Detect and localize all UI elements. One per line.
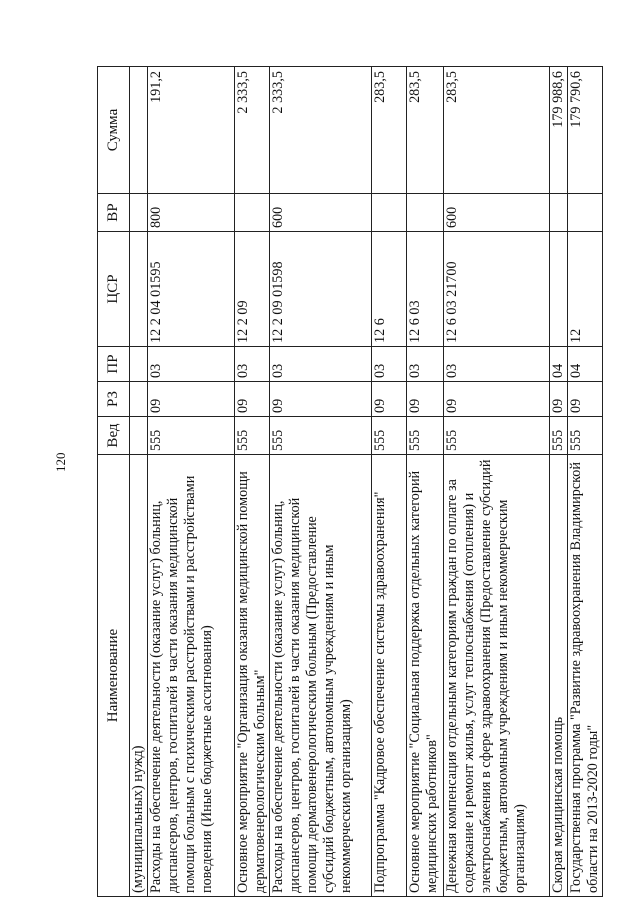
cell-csr bbox=[130, 232, 148, 347]
cell-sum: 191,2 bbox=[148, 67, 235, 194]
cell-vr: 600 bbox=[444, 194, 550, 232]
cell-rz: 09 bbox=[235, 382, 270, 417]
table-row bbox=[550, 67, 568, 897]
cell-csr: 12 2 09 01598 bbox=[270, 232, 372, 347]
cell-vr bbox=[372, 194, 407, 232]
cell-ved: 555 bbox=[270, 417, 372, 455]
cell-rz: 09 bbox=[407, 382, 444, 417]
cell-sum: 2 333,5 bbox=[270, 67, 372, 194]
cell-rz: 09 bbox=[444, 382, 550, 417]
cell-ved bbox=[130, 417, 148, 455]
cell-vr: 600 bbox=[270, 194, 372, 232]
header-sum: Сумма bbox=[98, 67, 130, 194]
header-pr: ПР bbox=[98, 347, 130, 382]
cell-vr bbox=[568, 194, 603, 232]
cell-name: Основное мероприятие "Организация оказания медицинской помощи дерматовенерологическим больным" bbox=[235, 455, 270, 897]
header-ved: Вед bbox=[98, 417, 130, 455]
budget-table bbox=[97, 66, 603, 897]
cell-csr: 12 bbox=[568, 232, 603, 347]
header-csr: ЦСР bbox=[98, 232, 130, 347]
cell-pr: 03 bbox=[407, 347, 444, 382]
cell-rz: 09 bbox=[372, 382, 407, 417]
cell-ved: 555 bbox=[372, 417, 407, 455]
cell-pr: 03 bbox=[444, 347, 550, 382]
cell-sum: 179 790,6 bbox=[568, 67, 603, 194]
cell-name: Основное мероприятие "Социальная поддержка отдельных категорий медицинских работников" bbox=[407, 455, 444, 897]
cell-rz: 09 bbox=[550, 382, 568, 417]
cell-sum bbox=[130, 67, 148, 194]
cell-vr bbox=[407, 194, 444, 232]
table-row bbox=[270, 67, 372, 897]
cell-name: Государственная программа "Развитие здравоохранения Владимирской области на 2013-2020 годы" bbox=[568, 455, 603, 897]
cell-name: Расходы на обеспечение деятельности (оказание услуг) больниц, диспансеров, центров, госпиталей в части оказания медицинской помощи дерматовенерологическим больным (Предоставление субсидий бюджетным, автономным учреждениям и иным некоммерческим организациям) bbox=[270, 455, 372, 897]
cell-vr: 800 bbox=[148, 194, 235, 232]
rotated-page bbox=[53, 67, 601, 897]
cell-name: Подпрограмма "Кадровое обеспечение системы здравоохранения" bbox=[372, 455, 407, 897]
header-vr: ВР bbox=[98, 194, 130, 232]
cell-sum: 283,5 bbox=[407, 67, 444, 194]
cell-pr: 04 bbox=[568, 347, 603, 382]
cell-pr: 03 bbox=[235, 347, 270, 382]
cell-csr: 12 6 03 bbox=[407, 232, 444, 347]
cell-name: (муниципальных) нужд) bbox=[130, 455, 148, 897]
cell-rz bbox=[130, 382, 148, 417]
table-row bbox=[568, 67, 603, 897]
cell-ved: 555 bbox=[444, 417, 550, 455]
cell-csr: 12 2 04 01595 bbox=[148, 232, 235, 347]
cell-sum: 2 333,5 bbox=[235, 67, 270, 194]
cell-sum: 283,5 bbox=[372, 67, 407, 194]
page-number: 120 bbox=[53, 452, 68, 472]
header-rz: РЗ bbox=[98, 382, 130, 417]
cell-ved: 555 bbox=[568, 417, 603, 455]
cell-pr: 03 bbox=[270, 347, 372, 382]
cell-ved: 555 bbox=[148, 417, 235, 455]
table-header-row bbox=[98, 67, 130, 897]
table-row bbox=[148, 67, 235, 897]
header-name: Наименование bbox=[98, 455, 130, 897]
cell-ved: 555 bbox=[550, 417, 568, 455]
cell-vr bbox=[235, 194, 270, 232]
cell-sum: 283,5 bbox=[444, 67, 550, 194]
cell-name: Денежная компенсация отдельным категориям граждан по оплате за содержание и ремонт жилья, услуг теплоснабжения (отопления) и электроснабжения в сфере здравоохранения (Предоставление субсидий бюджетным, автономным учреждениям и иным некоммерческим организациям) bbox=[444, 455, 550, 897]
table-row bbox=[235, 67, 270, 897]
cell-rz: 09 bbox=[270, 382, 372, 417]
cell-pr: 03 bbox=[372, 347, 407, 382]
cell-rz: 09 bbox=[148, 382, 235, 417]
table-row bbox=[130, 67, 148, 897]
cell-ved: 555 bbox=[235, 417, 270, 455]
cell-vr bbox=[550, 194, 568, 232]
cell-ved: 555 bbox=[407, 417, 444, 455]
cell-name: Скорая медицинская помощь bbox=[550, 455, 568, 897]
cell-csr: 12 2 09 bbox=[235, 232, 270, 347]
cell-pr: 04 bbox=[550, 347, 568, 382]
cell-name: Расходы на обеспечение деятельности (оказание услуг) больниц, диспансеров, центров, госпиталей в части оказания медицинской помощи больным с психическими расстройствами и расстройствами поведения (Иные бюджетные ассигнования) bbox=[148, 455, 235, 897]
cell-csr: 12 6 bbox=[372, 232, 407, 347]
table-row bbox=[444, 67, 550, 897]
cell-csr: 12 6 03 21700 bbox=[444, 232, 550, 347]
cell-rz: 09 bbox=[568, 382, 603, 417]
cell-csr bbox=[550, 232, 568, 347]
cell-pr bbox=[130, 347, 148, 382]
cell-vr bbox=[130, 194, 148, 232]
cell-sum: 179 988,6 bbox=[550, 67, 568, 194]
table-row bbox=[407, 67, 444, 897]
table-row bbox=[372, 67, 407, 897]
cell-pr: 03 bbox=[148, 347, 235, 382]
